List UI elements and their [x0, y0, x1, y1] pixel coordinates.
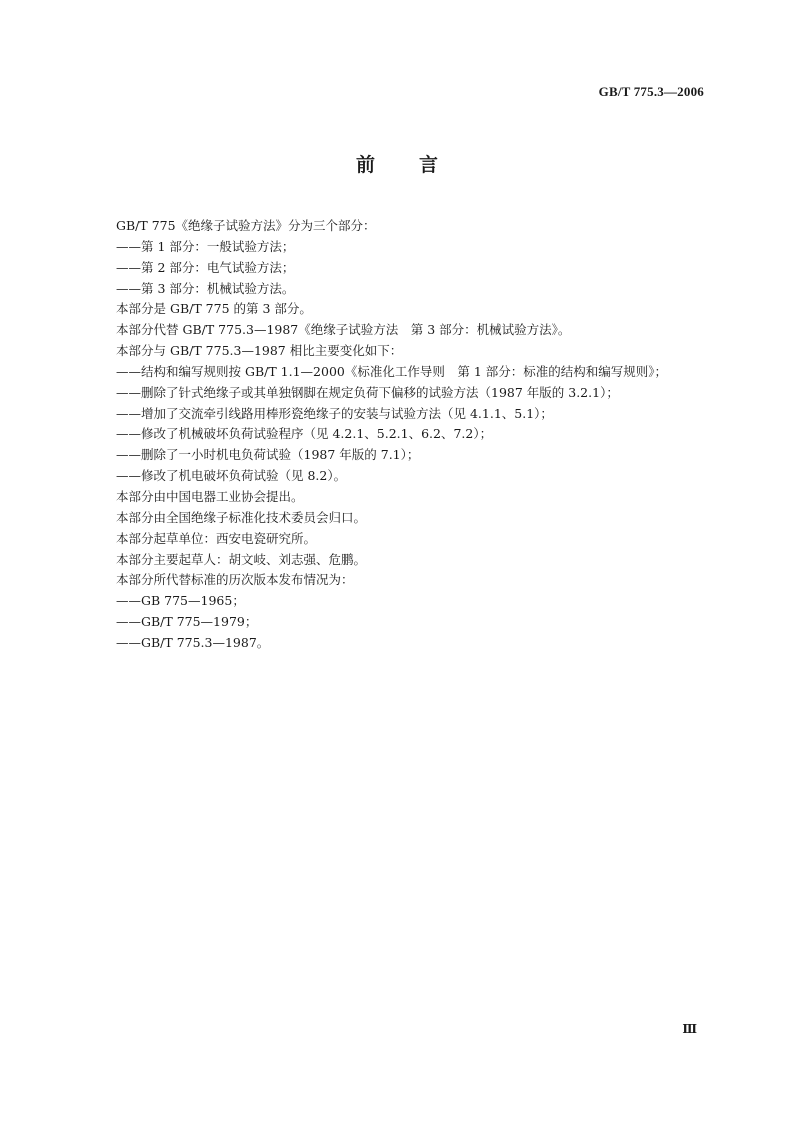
list-item: ——第 1 部分：一般试验方法； [116, 238, 295, 254]
standard-number: GB/T 775.3—2006 [598, 84, 704, 99]
list-item: ——第 2 部分：电气试验方法； [116, 259, 295, 275]
paragraph-line: 本部分是 GB/T 775 的第 3 部分。 [116, 301, 312, 317]
list-item: ——修改了机电破坏负荷试验（见 8.2）。 [116, 468, 347, 484]
list-item: ——删除了一小时机电负荷试验（1987 年版的 7.1）； [116, 447, 420, 463]
list-item: ——结构和编写规则按 GB/T 1.1—2000《标准化工作导则 第 1 部分：标准的结构和编写规则》； [116, 363, 668, 379]
paragraph-line: 本部分起草单位：西安电瓷研究所。 [116, 530, 317, 546]
paragraph-line: 本部分由全国绝缘子标准化技术委员会归口。 [116, 509, 367, 525]
paragraph-line: 本部分代替 GB/T 775.3—1987《绝缘子试验方法 第 3 部分：机械试验方法》。 [116, 322, 571, 338]
foreword-body [116, 216, 716, 654]
list-item: ——增加了交流牵引线路用棒形瓷绝缘子的安装与试验方法（见 4.1.1、5.1）； [116, 405, 553, 421]
paragraph-line: 本部分主要起草人：胡文岐、刘志强、危鹏。 [116, 551, 367, 567]
list-item: ——修改了机械破坏负荷试验程序（见 4.2.1、5.2.1、6.2、7.2）； [116, 426, 493, 442]
list-item: ——GB/T 775.3—1987。 [116, 634, 270, 650]
list-item: ——删除了针式绝缘子或其单独钢脚在规定负荷下偏移的试验方法（1987 年版的 3.2.1）； [116, 384, 619, 400]
list-item: ——GB/T 775—1979； [116, 614, 258, 630]
page-number: Ⅲ [682, 1022, 697, 1036]
list-item: ——GB 775—1965； [116, 593, 245, 609]
paragraph-line: 本部分与 GB/T 775.3—1987 相比主要变化如下： [116, 343, 403, 359]
page-title: 前言 [355, 154, 482, 176]
paragraph-line: GB/T 775《绝缘子试验方法》分为三个部分： [116, 218, 376, 233]
paragraph-line: 本部分由中国电器工业协会提出。 [116, 488, 304, 504]
paragraph-line: 本部分所代替标准的历次版本发布情况为： [116, 572, 354, 588]
list-item: ——第 3 部分：机械试验方法。 [116, 280, 295, 296]
